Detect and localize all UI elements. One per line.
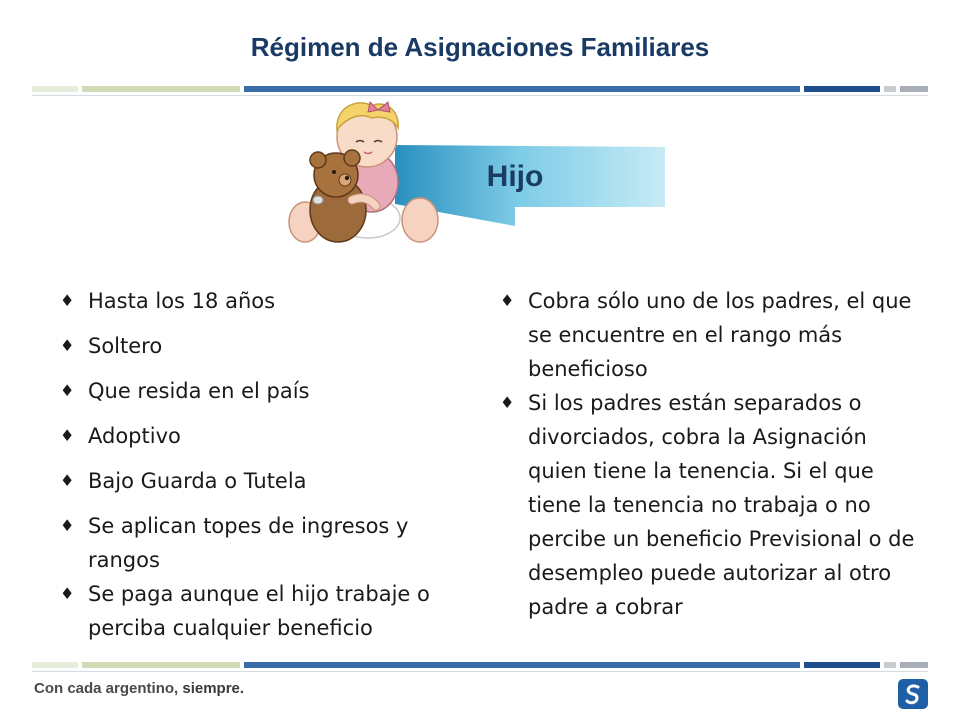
list-item <box>60 577 460 645</box>
anses-logo-icon <box>898 679 928 709</box>
right-bullet-list <box>500 284 930 624</box>
diamond-bullet-icon: ♦ <box>500 393 515 412</box>
list-item-text: Hasta los 18 años <box>88 289 276 313</box>
diamond-bullet-icon: ♦ <box>60 336 75 355</box>
footer-divider <box>32 662 928 668</box>
diamond-bullet-icon: ♦ <box>60 471 75 490</box>
page-title: Régimen de Asignaciones Familiares <box>250 32 710 62</box>
list-item-text: Que resida en el país <box>88 379 310 403</box>
banner-label: Hijo <box>486 160 544 193</box>
list-item <box>60 329 460 363</box>
list-item-text: Se paga aunque el hijo trabaje o perciba cualquier beneficio <box>88 582 430 640</box>
list-item <box>60 419 460 453</box>
list-item <box>60 509 460 577</box>
list-item <box>60 284 460 318</box>
diamond-bullet-icon: ♦ <box>60 291 75 310</box>
list-item <box>500 284 930 386</box>
list-item <box>60 374 460 408</box>
diamond-bullet-icon: ♦ <box>60 426 75 445</box>
list-item-text: Bajo Guarda o Tutela <box>88 469 307 493</box>
footer-slogan-prefix: Con cada argentino, <box>34 680 183 697</box>
diamond-bullet-icon: ♦ <box>500 291 515 310</box>
list-item-text: Cobra sólo uno de los padres, el que se encuentre en el rango más beneficioso <box>528 289 912 381</box>
footer-slogan <box>34 680 244 697</box>
hijo-banner <box>0 0 960 260</box>
list-item-text: Se aplican topes de ingresos y rangos <box>88 514 409 572</box>
left-bullet-list <box>60 284 460 645</box>
footer-thin-line <box>32 671 928 672</box>
list-item <box>500 386 930 624</box>
list-item-text: Si los padres están separados o divorciados, cobra la Asignación quien tiene la tenencia. Si el que tiene la tenencia no trabaja o no percibe un beneficio Previsional o de desempleo puede autorizar al otro padre a cobrar <box>528 391 915 619</box>
list-item <box>60 464 460 498</box>
diamond-bullet-icon: ♦ <box>60 516 75 535</box>
list-item-text: Soltero <box>88 334 163 358</box>
diamond-bullet-icon: ♦ <box>60 584 75 603</box>
footer-slogan-emphasis: siempre. <box>182 680 245 697</box>
diamond-bullet-icon: ♦ <box>60 381 75 400</box>
list-item-text: Adoptivo <box>88 424 181 448</box>
